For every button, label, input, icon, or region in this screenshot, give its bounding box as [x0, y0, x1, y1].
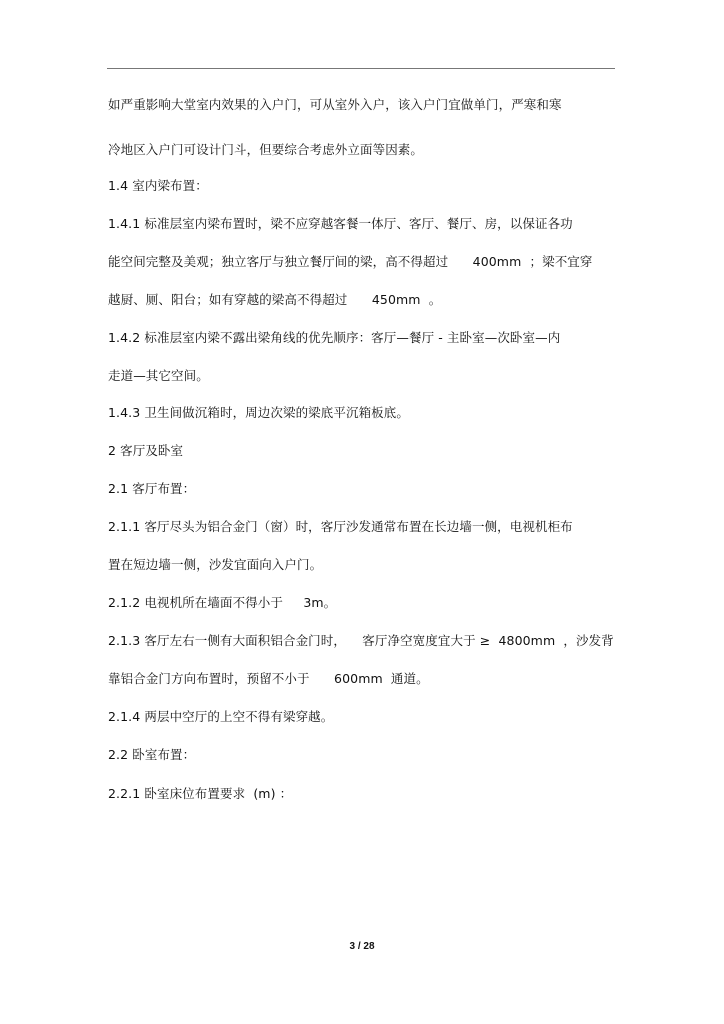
text-line: 2.1.4 两层中空厅的上空不得有梁穿越。: [108, 709, 334, 724]
text-line: 2.2.1 卧室床位布置要求 (m) ：: [108, 786, 293, 801]
text-line: 冷地区入户门可设计门斗，但要综合考虑外立面等因素。: [108, 142, 424, 157]
text-line: 置在短边墙一侧，沙发宜面向入户门。: [108, 557, 323, 572]
text-line: 2.1.2 电视机所在墙面不得小于 3m。: [108, 595, 337, 610]
text-line: 靠铝合金门方向布置时，预留不小于 600mm 通道。: [108, 671, 429, 686]
text-line: 1.4.1 标准层室内梁布置时，梁不应穿越客餐一体厅、客厅、餐厅、房，以保证各功: [108, 216, 573, 231]
text-line: 如严重影响大堂室内效果的入户门，可从室外入户，该入户门宜做单门，严寒和寒: [108, 97, 562, 112]
text-line: 能空间完整及美观；独立客厅与独立餐厅间的梁，高不得超过 400mm ；梁不宜穿: [108, 254, 593, 269]
text-line: 1.4.2 标准层室内梁不露出梁角线的优先顺序：客厅—餐厅 - 主卧室—次卧室—内: [108, 330, 561, 345]
section-heading: 2 客厅及卧室: [108, 443, 184, 458]
text-line: 2.1.3 客厅左右一侧有大面积铝合金门时， 客厅净空宽度宜大于 ≥ 4800mm ，沙发背: [108, 633, 614, 648]
page-indicator: 3 / 28: [349, 941, 375, 952]
section-heading: 1.4 室内梁布置：: [108, 178, 208, 193]
text-line: 1.4.3 卫生间做沉箱时，周边次梁的梁底平沉箱板底。: [108, 405, 409, 420]
text-line: 2.1.1 客厅尽头为铝合金门（窗）时，客厅沙发通常布置在长边墙一侧，电视机柜布: [108, 519, 573, 534]
section-heading: 2.1 客厅布置：: [108, 481, 196, 496]
text-line: 走道—其它空间。: [108, 368, 209, 383]
text-line: 越厨、厕、阳台；如有穿越的梁高不得超过 450mm 。: [108, 292, 442, 307]
section-heading: 2.2 卧室布置：: [108, 747, 196, 762]
header-rule: [107, 68, 615, 69]
